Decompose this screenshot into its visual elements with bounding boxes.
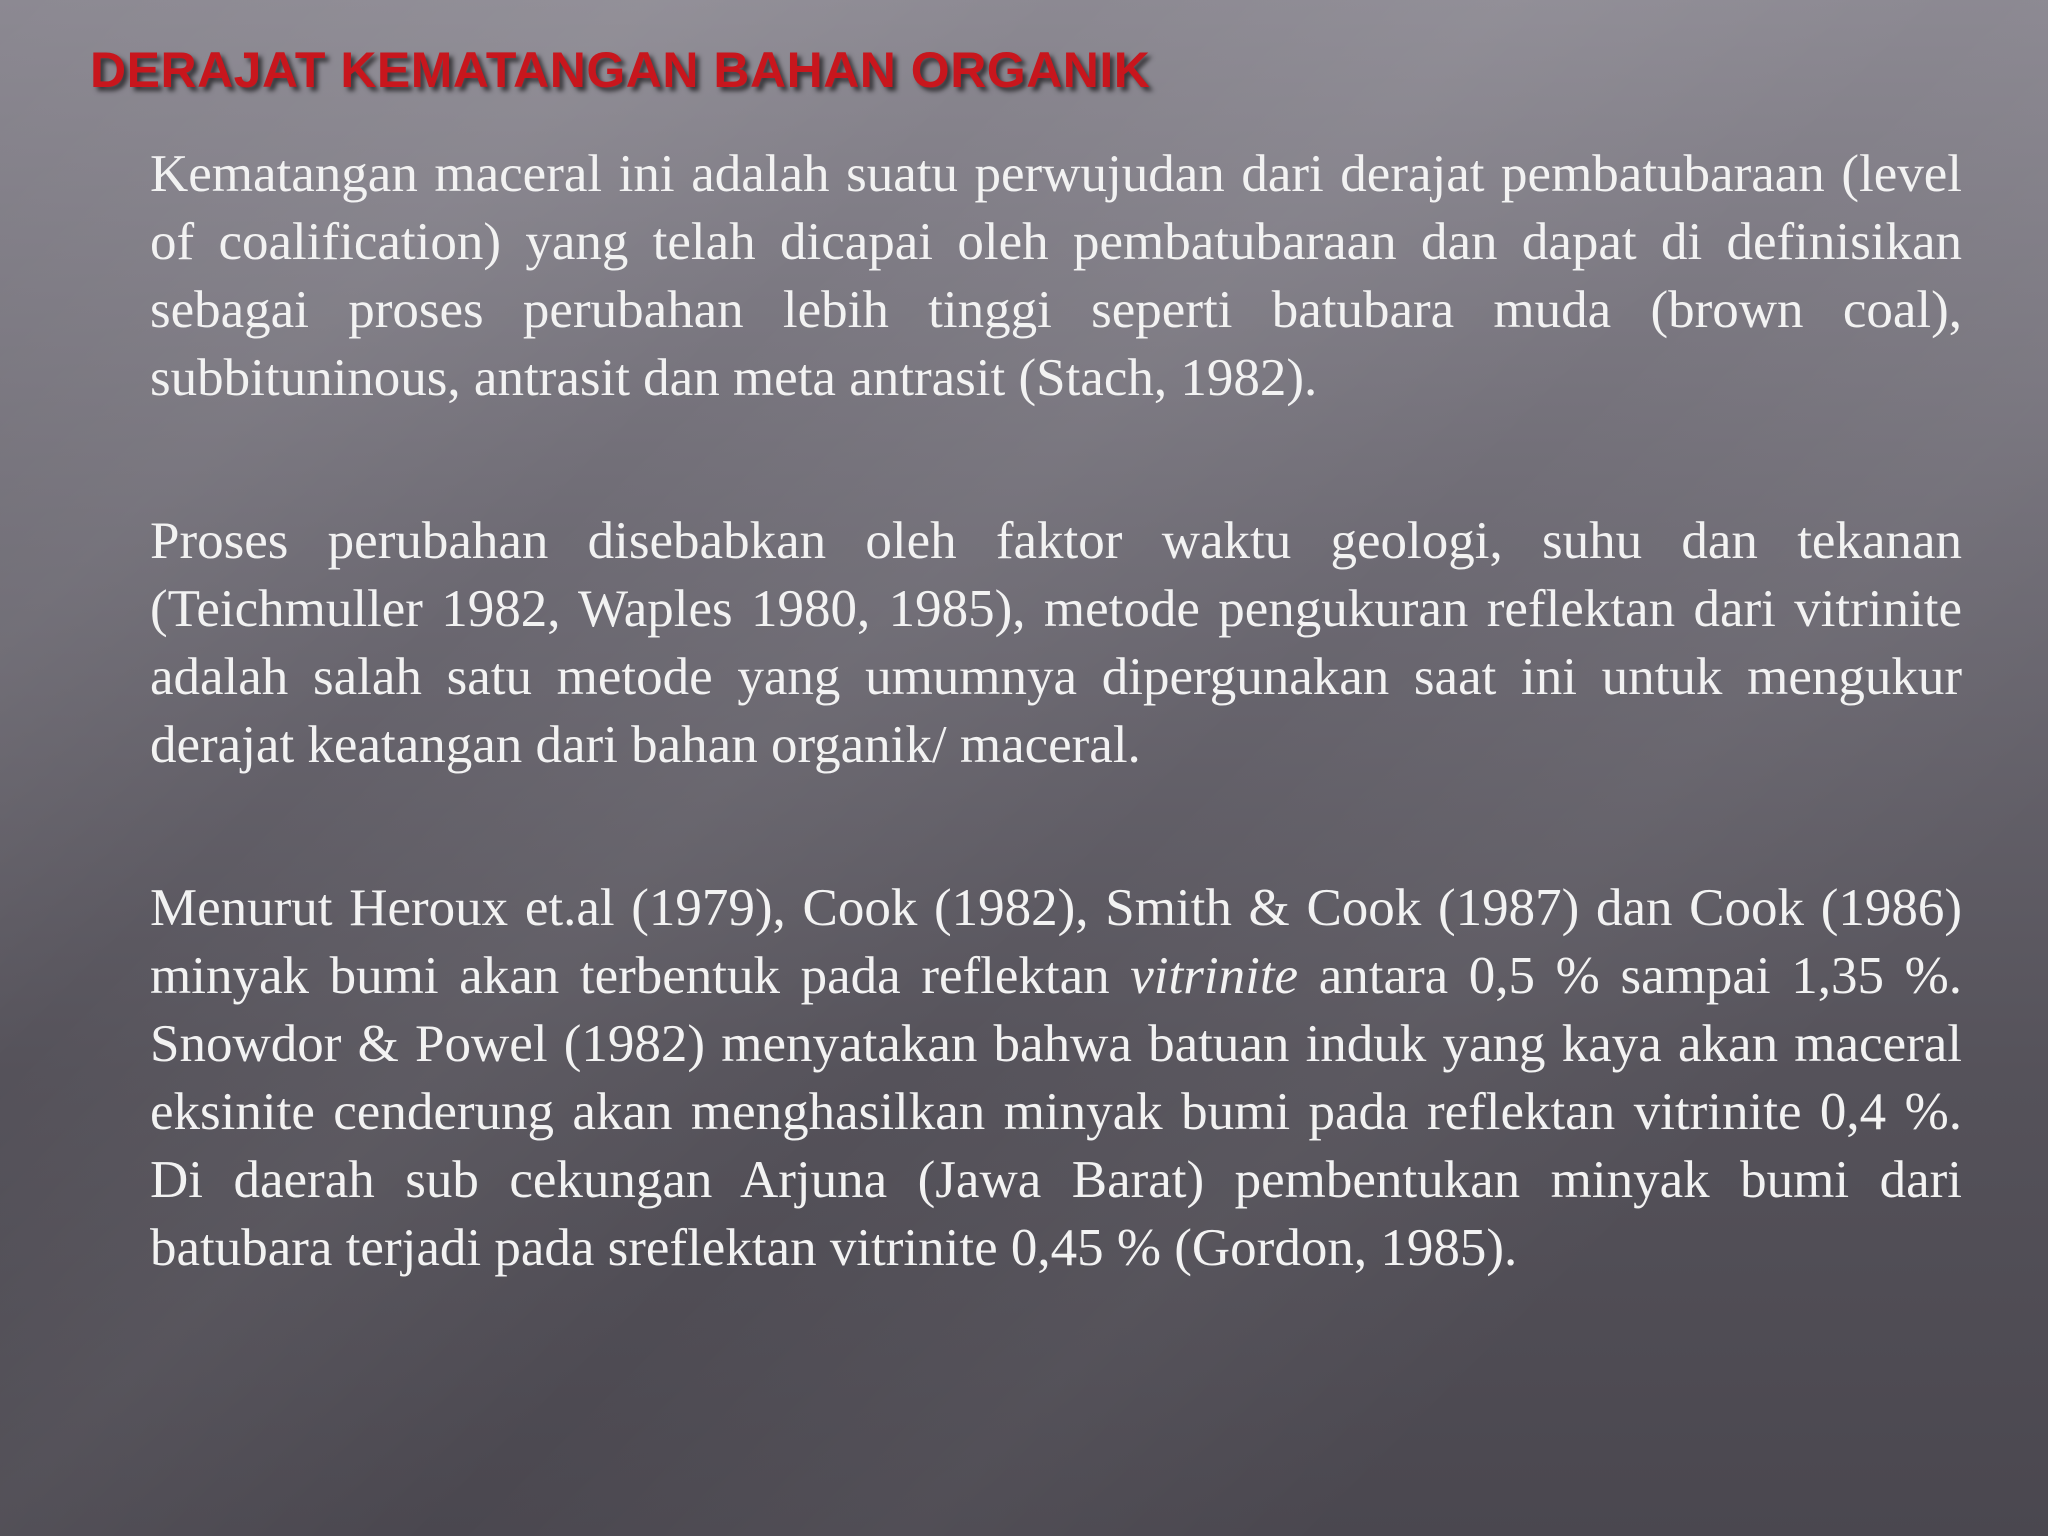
paragraph-change-process: Proses perubahan disebabkan oleh faktor waktu geologi, suhu dan tekanan (Teichmuller 1982, Waples 1980, 1985), metode pengukuran reflektan dari vitrinite adalah salah satu metode yang umumnya dipergunakan saat ini untuk mengukur derajat keatangan dari bahan organik/ maceral. bbox=[150, 512, 1962, 774]
paragraph-maturity-definition: Kematangan maceral ini adalah suatu perwujudan dari derajat pembatubaraan (level of coalification) yang telah dicapai oleh pembatubaraan dan dapat di definisikan sebagai proses perubahan lebih tinggi seperti batubara muda (brown coal), subbituninous, antrasit dan meta antrasit (Stach, 1982). bbox=[150, 145, 1962, 407]
paragraph-oil-formation-text-start: Menurut Heroux et.al (1979), Cook (1982), Smith & Cook (1987) dan Cook (1986) minyak bumi akan terbentuk pada reflektan bbox=[150, 879, 1962, 1005]
slide-body bbox=[150, 140, 1962, 1377]
paragraph-oil-formation-text-end: antara 0,5 % sampai 1,35 %. Snowdor & Powel (1982) menyatakan bahwa batuan induk yang kaya akan maceral eksinite cenderung akan menghasilkan minyak bumi pada reflektan vitrinite 0,4 %. Di daerah sub cekungan Arjuna (Jawa Barat) pembentukan minyak bumi dari batubara terjadi pada sreflektan vitrinite 0,45 % (Gordon, 1985). bbox=[150, 947, 1962, 1277]
paragraph-oil-formation-italic-term: vitrinite bbox=[1130, 947, 1299, 1005]
paragraph-oil-formation bbox=[150, 874, 1962, 1282]
slide-title: DERAJAT KEMATANGAN BAHAN ORGANIK bbox=[90, 42, 1151, 98]
